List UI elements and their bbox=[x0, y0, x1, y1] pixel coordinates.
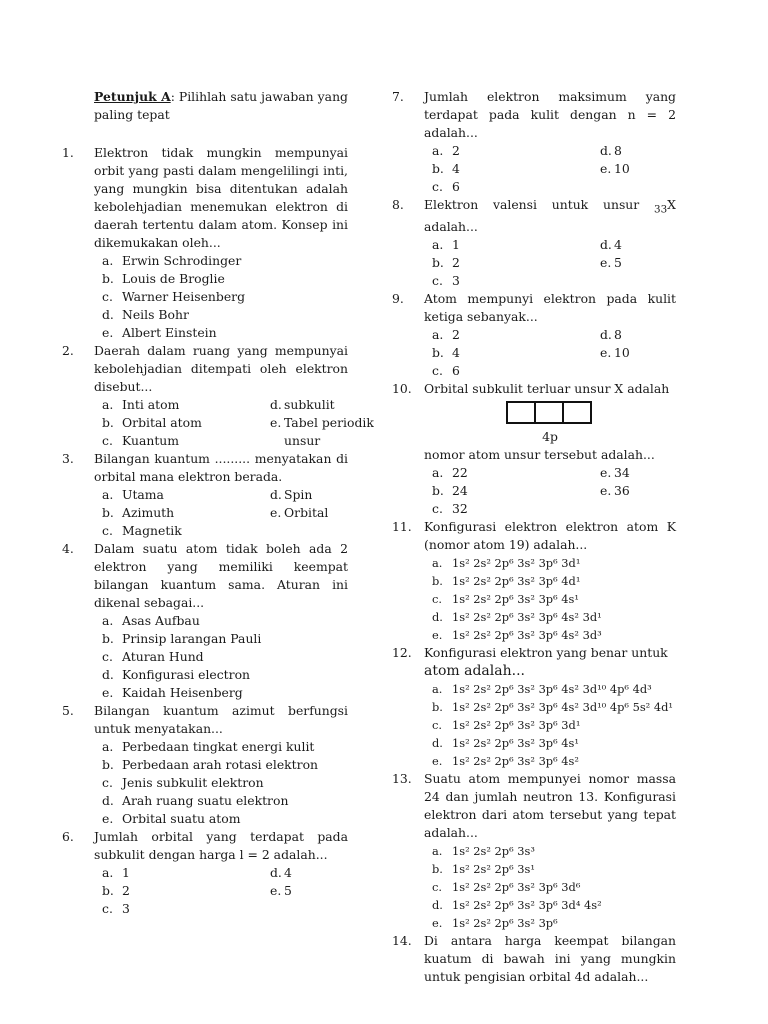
option bbox=[102, 684, 348, 702]
option bbox=[432, 500, 600, 518]
options-grid bbox=[102, 396, 374, 450]
option bbox=[270, 900, 380, 918]
option-letter: c. bbox=[432, 363, 443, 379]
option-text: 2 bbox=[452, 143, 460, 158]
option-letter: e. bbox=[432, 754, 443, 769]
option-text: Neils Bohr bbox=[122, 307, 189, 322]
option-letter: e. bbox=[432, 628, 443, 643]
option-letter: a. bbox=[102, 739, 114, 754]
option-letter: d. bbox=[270, 397, 282, 412]
option-text: 5 bbox=[614, 255, 622, 271]
option-text: 8 bbox=[614, 327, 622, 343]
option-letter: c. bbox=[432, 592, 443, 607]
question-number: 8. bbox=[392, 197, 404, 212]
option-letter: b. bbox=[432, 483, 444, 499]
option-letter: a. bbox=[432, 465, 444, 481]
question-1 bbox=[62, 144, 348, 342]
option-letter: e. bbox=[432, 916, 443, 931]
option bbox=[102, 792, 348, 810]
option bbox=[102, 882, 270, 900]
option-text: Tabel periodik bbox=[284, 415, 374, 430]
question-body bbox=[424, 932, 676, 986]
question-number: 6. bbox=[62, 829, 74, 844]
option bbox=[600, 272, 710, 290]
option bbox=[102, 486, 270, 504]
option bbox=[600, 178, 710, 196]
option-text: 34 bbox=[614, 465, 630, 481]
option-letter: e. bbox=[600, 483, 612, 499]
option bbox=[102, 738, 348, 756]
option-letter: c. bbox=[432, 501, 443, 517]
option bbox=[600, 362, 710, 380]
option bbox=[102, 864, 270, 882]
option-text: Azimuth bbox=[122, 505, 175, 520]
option bbox=[270, 882, 380, 900]
question-body bbox=[424, 770, 676, 932]
options-grid bbox=[432, 236, 676, 290]
option bbox=[102, 522, 270, 540]
option-letter: b. bbox=[102, 415, 114, 430]
option-text: 1s² 2s² 2p⁶ 3s² 3p⁶ 4s¹ bbox=[452, 592, 579, 607]
option-letter: a. bbox=[432, 237, 444, 253]
option-letter: e. bbox=[102, 685, 114, 700]
option-letter: e. bbox=[102, 811, 114, 826]
option bbox=[432, 896, 676, 914]
option-text: 36 bbox=[614, 483, 630, 499]
option bbox=[432, 272, 600, 290]
options-list bbox=[432, 680, 676, 770]
option-letter: c. bbox=[432, 179, 443, 194]
option bbox=[432, 716, 676, 734]
option-text: 1s² 2s² 2p⁶ 3s³ bbox=[452, 844, 535, 859]
option bbox=[600, 482, 710, 500]
orbital-label: 4p bbox=[542, 429, 558, 445]
option-text: 6 bbox=[452, 179, 460, 194]
option bbox=[102, 324, 348, 342]
option-text: 1s² 2s² 2p⁶ 3s² 3p⁶ 3d¹ bbox=[452, 556, 581, 571]
option bbox=[600, 500, 710, 518]
orbital-box bbox=[534, 401, 564, 424]
option-letter: b. bbox=[432, 862, 443, 877]
option-text: Prinsip larangan Pauli bbox=[122, 631, 262, 646]
question-2 bbox=[62, 342, 374, 450]
option bbox=[432, 914, 676, 932]
options-list bbox=[102, 252, 348, 342]
option-letter: e. bbox=[102, 325, 114, 340]
option bbox=[270, 432, 380, 450]
option bbox=[600, 344, 710, 362]
option-text: Perbedaan tingkat energi kulit bbox=[122, 739, 315, 754]
option bbox=[102, 414, 270, 432]
option-letter: d. bbox=[600, 237, 612, 253]
option bbox=[432, 326, 600, 344]
option-text: Kuantum bbox=[122, 433, 180, 448]
option-text: 3 bbox=[122, 901, 130, 916]
option-text: 5 bbox=[284, 883, 292, 898]
orbital-boxes bbox=[424, 401, 676, 424]
orbital-box bbox=[506, 401, 536, 424]
question-text-pre: Elektron valensi untuk unsur bbox=[424, 197, 655, 212]
option-text: 32 bbox=[452, 501, 468, 517]
option bbox=[270, 504, 380, 522]
option bbox=[432, 178, 600, 196]
question-7 bbox=[392, 88, 676, 196]
option-text: 1s² 2s² 2p⁶ 3s² 3p⁶ 4s² 3d¹⁰ 4p⁶ 5s² 4d¹ bbox=[452, 700, 673, 715]
question-body bbox=[424, 518, 676, 644]
option bbox=[600, 142, 710, 160]
option-letter: a. bbox=[102, 613, 114, 628]
options-grid bbox=[432, 464, 676, 518]
option-letter bbox=[270, 432, 284, 450]
option-letter: b. bbox=[102, 271, 114, 286]
option-letter: b. bbox=[102, 757, 114, 772]
option-letter: c. bbox=[102, 433, 113, 448]
option-text: 8 bbox=[614, 143, 622, 158]
question-text: Bilangan kuantum ......... menyatakan di orbital mana elektron berada. bbox=[94, 451, 348, 484]
question-text: Elektron tidak mungkin mempunyai orbit yang pasti dalam mengelilingi inti, yang mungkin bisa ditentukan adalah kebolehjadian menemukan elektron di daerah tertentu dalam atom. Konsep ini dikemukakan oleh... bbox=[94, 145, 348, 250]
option-text: 1s² 2s² 2p⁶ 3s² 3p⁶ 3d⁴ 4s² bbox=[452, 898, 602, 913]
option-letter: c. bbox=[432, 718, 443, 733]
option-letter: c. bbox=[102, 523, 113, 538]
option-text: Spin bbox=[284, 487, 313, 502]
option-text: Jenis subkulit elektron bbox=[122, 775, 264, 790]
option-text: unsur bbox=[284, 433, 321, 448]
option-text: 24 bbox=[452, 483, 468, 499]
option bbox=[432, 344, 600, 362]
question-text: Daerah dalam ruang yang mempunyai kebolehjadian ditempati oleh elektron disebut... bbox=[94, 343, 348, 394]
option-text: Warner Heisenberg bbox=[122, 289, 246, 304]
option-text: Asas Aufbau bbox=[122, 613, 200, 628]
question-4 bbox=[62, 540, 348, 702]
question-8 bbox=[392, 196, 676, 290]
option-text: 1 bbox=[122, 865, 130, 880]
option bbox=[270, 486, 380, 504]
option-letter: b. bbox=[432, 161, 444, 176]
question-number: 4. bbox=[62, 541, 74, 556]
option-text: 4 bbox=[452, 161, 460, 176]
option bbox=[102, 756, 348, 774]
option-text: 6 bbox=[452, 363, 460, 379]
option-text: 1s² 2s² 2p⁶ 3s² 3p⁶ 4d¹ bbox=[452, 574, 581, 589]
option-text: 2 bbox=[122, 883, 130, 898]
option-text: Orbital atom bbox=[122, 415, 202, 430]
option bbox=[102, 306, 348, 324]
option bbox=[432, 680, 676, 698]
option bbox=[432, 608, 676, 626]
options-grid bbox=[102, 864, 348, 918]
option-letter: d. bbox=[102, 307, 114, 322]
option bbox=[432, 362, 600, 380]
option bbox=[102, 648, 348, 666]
question-6 bbox=[62, 828, 348, 918]
instruction bbox=[94, 88, 348, 124]
option-text: Perbedaan arah rotasi elektron bbox=[122, 757, 319, 772]
option-letter: d. bbox=[432, 736, 443, 751]
question-number: 11. bbox=[392, 519, 412, 535]
option-letter: d. bbox=[102, 793, 114, 808]
question-number: 5. bbox=[62, 703, 74, 718]
option bbox=[102, 288, 348, 306]
option bbox=[102, 270, 348, 288]
option-letter: d. bbox=[270, 865, 282, 880]
option-letter: b. bbox=[432, 700, 443, 715]
question-body bbox=[424, 88, 676, 196]
option-letter: a. bbox=[432, 327, 444, 343]
question-text: Bilangan kuantum azimut berfungsi untuk menyatakan... bbox=[94, 703, 348, 736]
question-9 bbox=[392, 290, 676, 380]
options-list bbox=[432, 842, 676, 932]
option-letter: b. bbox=[102, 505, 114, 520]
question-12 bbox=[392, 644, 676, 770]
option-letter: e. bbox=[600, 255, 612, 271]
question-body bbox=[424, 644, 676, 770]
option-text: 1s² 2s² 2p⁶ 3s² 3p⁶ 4s² 3d¹⁰ 4p⁶ 4d³ bbox=[452, 682, 652, 697]
option-text: Magnetik bbox=[122, 523, 182, 538]
options-grid bbox=[102, 486, 348, 540]
question-number: 3. bbox=[62, 451, 74, 466]
question-body bbox=[94, 342, 374, 450]
option bbox=[432, 254, 600, 272]
option-letter: e. bbox=[270, 505, 282, 520]
option bbox=[102, 432, 270, 450]
option bbox=[432, 464, 600, 482]
option-letter: a. bbox=[102, 253, 114, 268]
option bbox=[432, 236, 600, 254]
option bbox=[432, 878, 676, 896]
question-body bbox=[94, 450, 348, 540]
left-column bbox=[62, 88, 374, 918]
instruction-heading: Petunjuk A bbox=[94, 89, 171, 104]
option bbox=[270, 522, 380, 540]
question-number: 12. bbox=[392, 645, 412, 661]
question-body bbox=[424, 290, 676, 380]
option bbox=[102, 396, 270, 414]
option-text: Aturan Hund bbox=[122, 649, 204, 664]
option-text: Albert Einstein bbox=[122, 325, 217, 340]
option-text: 2 bbox=[452, 327, 460, 343]
option bbox=[432, 860, 676, 878]
option-text: 2 bbox=[452, 255, 460, 271]
question-body bbox=[94, 828, 348, 918]
option bbox=[270, 864, 380, 882]
option bbox=[270, 396, 380, 414]
question-number: 7. bbox=[392, 89, 404, 104]
option bbox=[432, 482, 600, 500]
option-text: Kaidah Heisenberg bbox=[122, 685, 243, 700]
question-text: Jumlah orbital yang terdapat pada subkulit dengan harga l = 2 adalah... bbox=[94, 829, 348, 862]
option-letter: d. bbox=[432, 610, 443, 625]
option-text: 1 bbox=[452, 237, 460, 253]
option-letter: a. bbox=[432, 682, 443, 697]
option bbox=[600, 254, 710, 272]
option-text: Inti atom bbox=[122, 397, 180, 412]
question-text: Orbital subkulit terluar unsur X adalah bbox=[424, 381, 670, 397]
option-letter: d. bbox=[270, 487, 282, 502]
question-11 bbox=[392, 518, 676, 644]
question-14 bbox=[392, 932, 676, 986]
option-text: 22 bbox=[452, 465, 468, 481]
option-text: 1s² 2s² 2p⁶ 3s¹ bbox=[452, 862, 535, 877]
question-number: 10. bbox=[392, 381, 412, 397]
question-body bbox=[424, 196, 676, 290]
option bbox=[102, 810, 348, 828]
option-letter: a. bbox=[432, 844, 443, 859]
option bbox=[432, 842, 676, 860]
option-letter: a. bbox=[432, 143, 444, 158]
option bbox=[270, 414, 380, 432]
option-letter: b. bbox=[102, 883, 114, 898]
option-text: 1s² 2s² 2p⁶ 3s² 3p⁶ 4s² 3d¹ bbox=[452, 610, 602, 625]
option-letter: e. bbox=[600, 465, 612, 481]
option-text: 4 bbox=[284, 865, 292, 880]
question-text: Atom mempunyi elektron pada kulit ketiga sebanyak... bbox=[424, 291, 676, 325]
options-list bbox=[102, 738, 348, 828]
question-3 bbox=[62, 450, 348, 540]
option-letter: e. bbox=[270, 883, 282, 898]
option bbox=[102, 630, 348, 648]
question-body bbox=[94, 702, 348, 828]
question-text: Di antara harga keempat bilangan kuatum di bawah ini yang mungkin untuk pengisian orbital 4d adalah... bbox=[424, 933, 676, 985]
option-letter: c. bbox=[102, 649, 113, 664]
option bbox=[432, 554, 676, 572]
question-text bbox=[424, 196, 676, 236]
option-text: 1s² 2s² 2p⁶ 3s² 3p⁶ 4s¹ bbox=[452, 736, 579, 751]
question-text-sub: 33 bbox=[654, 203, 668, 216]
question-body bbox=[94, 144, 348, 342]
option-text: 1s² 2s² 2p⁶ 3s² 3p⁶ 4s² 3d³ bbox=[452, 628, 602, 643]
option-text: Orbital bbox=[284, 505, 329, 520]
option bbox=[600, 236, 710, 254]
option-text: Louis de Broglie bbox=[122, 271, 225, 286]
option-text: 10 bbox=[614, 161, 630, 176]
option-text: Erwin Schrodinger bbox=[122, 253, 242, 268]
options-grid bbox=[432, 142, 676, 196]
option-letter: a. bbox=[102, 487, 114, 502]
option bbox=[600, 160, 710, 178]
option-text: 1s² 2s² 2p⁶ 3s² 3p⁶ 4s² bbox=[452, 754, 579, 769]
question-text: Konfigurasi elektron elektron atom K (nomor atom 19) adalah... bbox=[424, 519, 676, 553]
option bbox=[102, 504, 270, 522]
option-letter: d. bbox=[600, 143, 612, 158]
option-text: 10 bbox=[614, 345, 630, 361]
question-text-2: nomor atom unsur tersebut adalah... bbox=[424, 447, 655, 463]
option-letter: d. bbox=[432, 898, 443, 913]
option-letter: c. bbox=[432, 880, 443, 895]
question-text: Jumlah elektron maksimum yang terdapat pada kulit dengan n = 2 adalah... bbox=[424, 89, 676, 140]
option-letter: e. bbox=[600, 345, 612, 361]
option bbox=[432, 590, 676, 608]
option-letter: e. bbox=[600, 161, 612, 176]
option bbox=[102, 252, 348, 270]
option bbox=[432, 142, 600, 160]
option-text: subkulit bbox=[284, 397, 335, 412]
option bbox=[432, 698, 676, 716]
question-body bbox=[94, 540, 348, 702]
option-letter: e. bbox=[270, 415, 282, 430]
question-text: Konfigurasi elektron yang benar untuk bbox=[424, 645, 668, 661]
question-number: 1. bbox=[62, 145, 74, 160]
question-5 bbox=[62, 702, 348, 828]
option-letter: b. bbox=[102, 631, 114, 646]
question-text: Suatu atom mempunyei nomor massa 24 dan jumlah neutron 13. Konfigurasi elektron dari atom tersebut yang tepat adalah... bbox=[424, 771, 676, 841]
option-text: 1s² 2s² 2p⁶ 3s² 3p⁶ 3d⁶ bbox=[452, 880, 581, 895]
option-letter: d. bbox=[600, 327, 612, 343]
option-letter: d. bbox=[102, 667, 114, 682]
option-letter: c. bbox=[102, 901, 113, 916]
option bbox=[102, 774, 348, 792]
option-letter: b. bbox=[432, 345, 444, 361]
option-text: 3 bbox=[452, 273, 460, 289]
option bbox=[600, 326, 710, 344]
question-body bbox=[424, 380, 676, 518]
option-letter: c. bbox=[102, 289, 113, 304]
instruction-text: : Pilihlah satu jawaban yang paling tepat bbox=[94, 89, 348, 122]
right-column bbox=[392, 88, 676, 986]
option-text: Orbital suatu atom bbox=[122, 811, 241, 826]
option bbox=[432, 752, 676, 770]
options-grid bbox=[432, 326, 676, 380]
option-text: 1s² 2s² 2p⁶ 3s² 3p⁶ bbox=[452, 916, 558, 931]
option bbox=[432, 572, 676, 590]
option-text: Arah ruang suatu elektron bbox=[122, 793, 289, 808]
orbital-box bbox=[562, 401, 592, 424]
option-text: 4 bbox=[452, 345, 460, 361]
option bbox=[102, 612, 348, 630]
option bbox=[432, 160, 600, 178]
option bbox=[432, 734, 676, 752]
option bbox=[102, 666, 348, 684]
question-text-post: X adalah... bbox=[424, 197, 676, 235]
option-text: 1s² 2s² 2p⁶ 3s² 3p⁶ 3d¹ bbox=[452, 718, 581, 733]
question-text-line2: atom adalah... bbox=[424, 663, 525, 680]
option-letter: b. bbox=[432, 255, 444, 271]
options-list bbox=[102, 612, 348, 702]
option-text: Utama bbox=[122, 487, 164, 502]
question-10 bbox=[392, 380, 676, 518]
question-number: 9. bbox=[392, 291, 404, 307]
question-number: 13. bbox=[392, 771, 412, 787]
option bbox=[102, 900, 270, 918]
option bbox=[600, 464, 710, 482]
option-letter: c. bbox=[102, 775, 113, 790]
option-letter: a. bbox=[432, 556, 443, 571]
option-letter: c. bbox=[432, 273, 443, 289]
option-text: 4 bbox=[614, 237, 622, 253]
option-text: Konfigurasi electron bbox=[122, 667, 251, 682]
options-list bbox=[432, 554, 676, 644]
question-13 bbox=[392, 770, 676, 932]
question-number: 2. bbox=[62, 343, 74, 358]
option-letter: b. bbox=[432, 574, 443, 589]
option-letter: a. bbox=[102, 397, 114, 412]
option bbox=[432, 626, 676, 644]
option-letter: a. bbox=[102, 865, 114, 880]
question-number: 14. bbox=[392, 933, 412, 949]
question-text: Dalam suatu atom tidak boleh ada 2 elektron yang memiliki keempat bilangan kuantum sama. Aturan ini dikenal sebagai... bbox=[94, 541, 348, 610]
